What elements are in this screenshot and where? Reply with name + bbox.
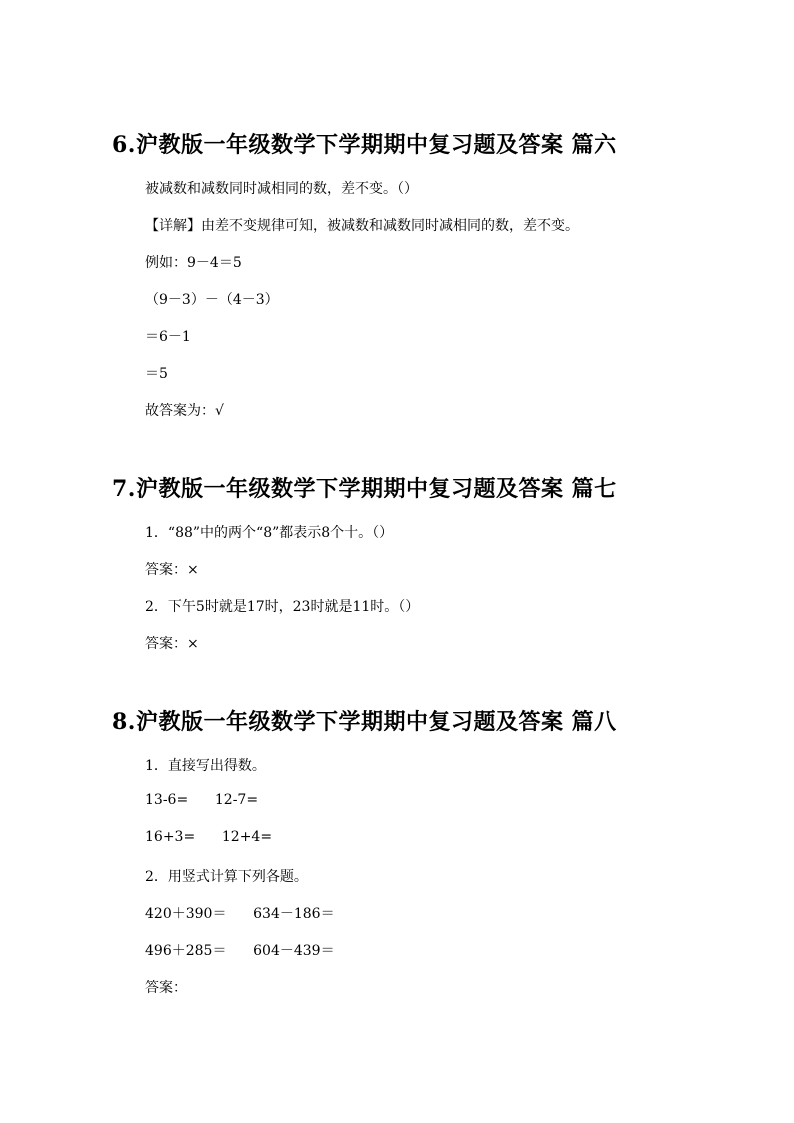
section-8-question-2: 2．用竖式计算下列各题。: [145, 869, 308, 885]
section-7-question-1: 1．“88”中的两个“8”都表示8个十。（）: [145, 525, 394, 541]
section-8-question-1: 1．直接写出得数。: [145, 758, 266, 774]
section-6-answer: 故答案为：√: [145, 403, 224, 419]
section-8-row-4: 496＋285＝ 604－439＝: [145, 943, 335, 959]
section-7-answer-1: 答案：×: [145, 562, 199, 578]
section-6-heading: 6.沪教版一年级数学下学期期中复习题及答案 篇六: [112, 132, 617, 158]
section-6-explanation: 【详解】由差不变规律可知，被减数和减数同时减相同的数，差不变。: [145, 218, 579, 234]
section-6-example: 例如：9－4＝5: [145, 255, 242, 271]
section-7-answer-2: 答案：×: [145, 636, 199, 652]
section-6-question: 被减数和减数同时减相同的数，差不变。（）: [145, 181, 418, 197]
section-6-step-3: ＝5: [145, 366, 168, 382]
section-6-step-1: （9－3）－（4－3）: [145, 292, 279, 308]
section-8-row-2: 16+3= 12+4=: [145, 829, 273, 845]
section-8-heading: 8.沪教版一年级数学下学期期中复习题及答案 篇八: [112, 709, 617, 735]
section-8-row-1: 13-6= 12-7=: [145, 792, 259, 808]
section-7-question-2: 2．下午5时就是17时，23时就是11时。（）: [145, 599, 420, 615]
section-6-step-2: ＝6－1: [145, 329, 191, 345]
section-7-heading: 7.沪教版一年级数学下学期期中复习题及答案 篇七: [112, 476, 617, 502]
section-8-row-3: 420＋390＝ 634－186＝: [145, 906, 335, 922]
section-8-answer-label: 答案：: [145, 980, 187, 996]
